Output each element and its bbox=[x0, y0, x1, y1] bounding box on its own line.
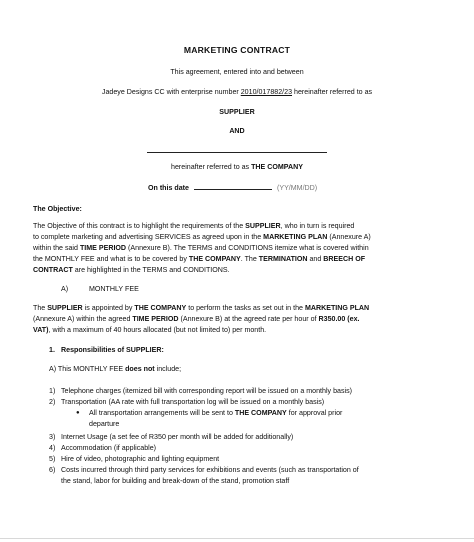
list-item: Costs incurred through third party services for exhibitions and events (such as transportation of bbox=[61, 466, 359, 474]
fee-exclusion-line bbox=[49, 365, 181, 374]
contract-term: CONTRACT bbox=[33, 266, 73, 274]
rate-term: R350.00 (ex. bbox=[318, 315, 360, 323]
page-bottom-rule bbox=[0, 538, 474, 539]
objective-line-4 bbox=[33, 255, 365, 264]
company-line bbox=[0, 163, 474, 172]
monthly-fee-line-3 bbox=[33, 326, 266, 335]
objective-line-2 bbox=[33, 233, 371, 242]
time-period-term: TIME PERIOD bbox=[79, 244, 127, 252]
marketing-plan-term: MARKETING PLAN bbox=[263, 233, 328, 241]
objective-line-5 bbox=[33, 266, 230, 275]
termination-term: TERMINATION bbox=[258, 255, 308, 263]
objective-text: to complete marketing and advertising SERVICES as agreed upon in the bbox=[33, 233, 264, 241]
exclusion-text: include; bbox=[154, 365, 182, 373]
responsibilities-heading: Responsibilities of SUPPLIER: bbox=[61, 346, 164, 354]
objective-text: , who in turn is required bbox=[280, 222, 355, 230]
monthly-fee-line-1 bbox=[33, 304, 369, 313]
objective-text: (Annexure B). The TERMS and CONDITIONS itemize what is covered within bbox=[126, 244, 369, 252]
sub-bullet-line-2: departure bbox=[89, 420, 120, 428]
and-label: AND bbox=[229, 127, 245, 135]
objective-text: (Annexure A) bbox=[327, 233, 371, 241]
intro-line: This agreement, entered into and between bbox=[170, 68, 304, 76]
date-placeholder: (YY/MM/DD) bbox=[276, 184, 318, 192]
vat-term: VAT) bbox=[33, 326, 49, 334]
company-term: THE COMPANY bbox=[134, 304, 187, 312]
list-item-number: 4) bbox=[49, 444, 56, 452]
objective-text: The Objective of this contract is to highlight the requirements of the bbox=[33, 222, 246, 230]
document-title: MARKETING CONTRACT bbox=[183, 45, 291, 55]
list-item-number: 5) bbox=[49, 455, 56, 463]
objective-text: are highlighted in the TERMS and CONDITIONS. bbox=[72, 266, 230, 274]
date-label: On this date bbox=[148, 184, 189, 192]
list-item-number: 3) bbox=[49, 433, 56, 441]
objective-heading: The Objective: bbox=[33, 205, 82, 213]
bullet-icon: ● bbox=[76, 410, 80, 416]
supplier-label: SUPPLIER bbox=[219, 108, 255, 116]
list-item: Internet Usage (a set fee of R350 per month will be added for additionally) bbox=[61, 433, 294, 441]
objective-text: within the said bbox=[33, 244, 80, 252]
objective-text: . The bbox=[240, 255, 259, 263]
list-item: Accommodation (if applicable) bbox=[61, 444, 157, 452]
supplier-term: SUPPLIER bbox=[47, 304, 83, 312]
fee-text: is appointed by bbox=[82, 304, 135, 312]
enterprise-number: 2010/017882/23 bbox=[240, 88, 293, 96]
list-item-number: 6) bbox=[49, 466, 56, 474]
list-item-number: 2) bbox=[49, 398, 56, 406]
company-term: THE COMPANY bbox=[188, 255, 241, 263]
date-blank bbox=[194, 183, 272, 190]
company-label: THE COMPANY bbox=[251, 163, 303, 171]
company-term: THE COMPANY bbox=[234, 409, 287, 417]
objective-line-1 bbox=[33, 222, 354, 231]
fee-text: to perform the tasks as set out in the bbox=[186, 304, 305, 312]
list-item: Hire of video, photographic and lighting equipment bbox=[61, 455, 220, 463]
party-name: Jadeye Designs CC bbox=[101, 88, 165, 96]
objective-text: and bbox=[307, 255, 324, 263]
monthly-fee-line-2 bbox=[33, 315, 360, 324]
fee-text: , with a maximum of 40 hours allocated (but not limited to) per month. bbox=[48, 326, 267, 334]
does-not-term: does not bbox=[125, 365, 155, 373]
sub-bullet-line-1 bbox=[89, 409, 342, 418]
list-item: Transportation (AA rate with full transportation log will be issued on a monthly basis) bbox=[61, 398, 325, 406]
breech-term: BREECH OF bbox=[323, 255, 366, 263]
objective-line-3 bbox=[33, 244, 369, 253]
objective-text: the MONTHLY FEE and what is to be covered by bbox=[33, 255, 189, 263]
date-line bbox=[148, 183, 317, 193]
with-enterprise-text: with enterprise number bbox=[164, 88, 241, 96]
list-item-continuation: the stand, labor for building and break-down of the stand, promotion staff bbox=[61, 477, 290, 485]
company-name-blank bbox=[147, 152, 327, 153]
list-item-number: 1) bbox=[49, 387, 56, 395]
sub-bullet-text: All transportation arrangements will be sent to bbox=[89, 409, 235, 417]
marketing-plan-term: MARKETING PLAN bbox=[304, 304, 370, 312]
list-item: Telephone charges (itemized bill with corresponding report will be issued on a monthly basis) bbox=[61, 387, 352, 395]
section-a-marker: A) bbox=[61, 285, 69, 293]
hereinafter-text: hereinafter referred to as bbox=[171, 163, 252, 171]
time-period-term: TIME PERIOD bbox=[132, 315, 179, 323]
responsibilities-number: 1. bbox=[49, 346, 55, 354]
fee-text: (Annexure A) within the agreed bbox=[33, 315, 133, 323]
supplier-term: SUPPLIER bbox=[245, 222, 281, 230]
exclusion-text: A) This MONTHLY FEE bbox=[49, 365, 126, 373]
party-line bbox=[0, 88, 474, 97]
referred-text: hereinafter referred to as bbox=[292, 88, 373, 96]
section-a-heading: MONTHLY FEE bbox=[89, 285, 139, 293]
fee-text: (Annexure B) at the agreed rate per hour of bbox=[178, 315, 319, 323]
fee-text: The bbox=[33, 304, 48, 312]
sub-bullet-text: for approval prior bbox=[286, 409, 343, 417]
